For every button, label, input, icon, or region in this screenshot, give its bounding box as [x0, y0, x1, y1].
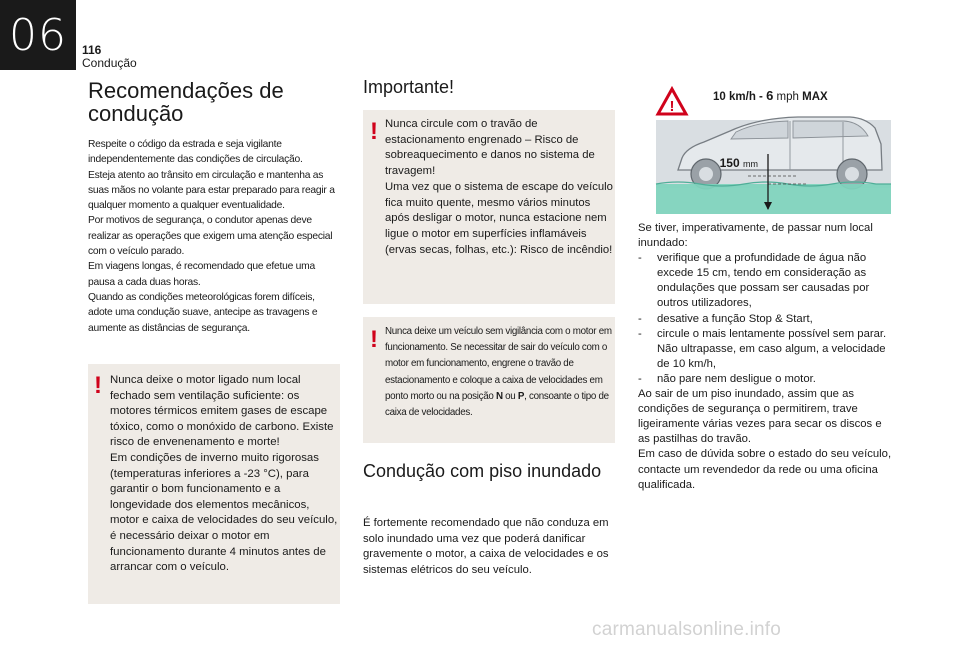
water-depth-label: 150 mm	[719, 156, 758, 170]
flooded-text: É fortemente recomendado que não conduza em solo inundado uma vez que poderá danificar gravemente o motor, a caixa de velocidades e os sistemas elétricos do seu veículo.	[363, 517, 609, 577]
page-number: 116	[82, 43, 102, 57]
gear-p: P	[517, 390, 525, 402]
speed-limit-label: 10 km/h - 6 mph MAX	[713, 88, 828, 103]
recommendations-text: Respeite o código da estrada e seja vigilante independentemente das condições de circulação. Esteja atento ao trânsito em circulação e mantenha as suas mãos no volante para estar preparado para reagir a qualquer momento a qualquer eventualidade. Por motivos de segurança, o condutor apenas deve realizar as operações que exigem uma atenção especial com o veículo parado. Em viagens longas, é recomendado que efetue uma pausa a cada duas horas. Quando as condições meteorológicas forem difíceis, adote uma condução suave, antecipe as travagens e aumente as distâncias de segurança.	[88, 139, 335, 334]
chapter-tab: 06	[0, 0, 76, 70]
engine-warning-box	[88, 364, 340, 604]
unattended-vehicle-warning-text	[385, 324, 613, 421]
important-title: Importante!	[363, 77, 455, 97]
flooded-intro: Se tiver, imperativamente, de passar num local inundado:	[638, 222, 873, 250]
watermark: carmanualsonline.info	[592, 619, 782, 640]
flooded-bullet-list	[638, 251, 893, 387]
exclamation-icon: !	[94, 372, 102, 399]
warning-text-or: ou	[502, 390, 518, 402]
list-item: - circule o mais lentamente possível sem parar. Não ultrapasse, em caso algum, a velocidade de 10 km/h,	[638, 327, 887, 370]
list-item: - desative a função Stop & Start,	[638, 312, 813, 325]
flooded-instructions	[638, 221, 893, 493]
engine-warning-text: Nunca deixe o motor ligado num local fechado sem ventilação suficiente: os motores térmicos emitem gases de escape tóxico, como o monóxido de carbono. Existe risco de envenenamento e morte! Em condições de inverno muito rigorosas (temperaturas inferiores a -23 °C), para garantir o bom funcionamento e a longevidade dos elementos mecânicos, motor e caixa de velocidades do seu veículo, é necessário deixar o motor em funcionamento durante 4 minutos antes de arrancar com o veículo.	[110, 374, 338, 574]
section-name: Condução	[82, 56, 137, 70]
unattended-vehicle-warning-box	[363, 317, 615, 443]
flooded-title: Condução com piso inundado	[363, 461, 602, 481]
flooded-after-text: Ao sair de um piso inundado, assim que as condições de segurança o permitirem, trave ligeiramente várias vezes para secar os discos e as pastilhas do travão. Em caso de dúvida sobre o estado do seu veículo, contacte um revendedor da rede ou uma oficina qualificada.	[638, 388, 892, 491]
warning-text-part1: Nunca deixe um veículo sem vigilância com o motor em funcionamento. Se necessitar de sair do veículo com o motor em funcionamento, engrene o travão de estacionamento e coloque a caixa de velocidades em ponto morto ou na posição	[385, 326, 612, 402]
exclamation-icon: !	[370, 118, 378, 145]
parking-brake-warning-box	[363, 110, 615, 304]
list-item: - verifique que a profundidade de água não excede 15 cm, tendo em consideração as ondulações que possam ser causadas por outros utilizadores,	[638, 252, 870, 310]
gear-n: N	[495, 390, 503, 402]
parking-brake-warning-text: Nunca circule com o travão de estacionamento engrenado – Risco de sobreaquecimento e danos no sistema de travagem! Uma vez que o sistema de escape do veículo fica muito quente, mesmo vários minutos após desligar o motor, nunca estacione nem ligue o motor em superfícies inflamáveis (ervas secas, folhas, etc.): Risco de incêndio!	[385, 118, 613, 256]
warning-text-part2: , consoante o tipo de caixa de velocidades.	[385, 390, 609, 419]
flooded-road-illustration	[638, 84, 891, 214]
list-item: - não pare nem desligue o motor.	[638, 372, 816, 385]
flood-water	[656, 184, 891, 214]
recommendations-title: Recomendações de condução	[88, 78, 284, 126]
warning-triangle-mark: !	[669, 98, 675, 115]
exclamation-icon: !	[370, 326, 378, 353]
